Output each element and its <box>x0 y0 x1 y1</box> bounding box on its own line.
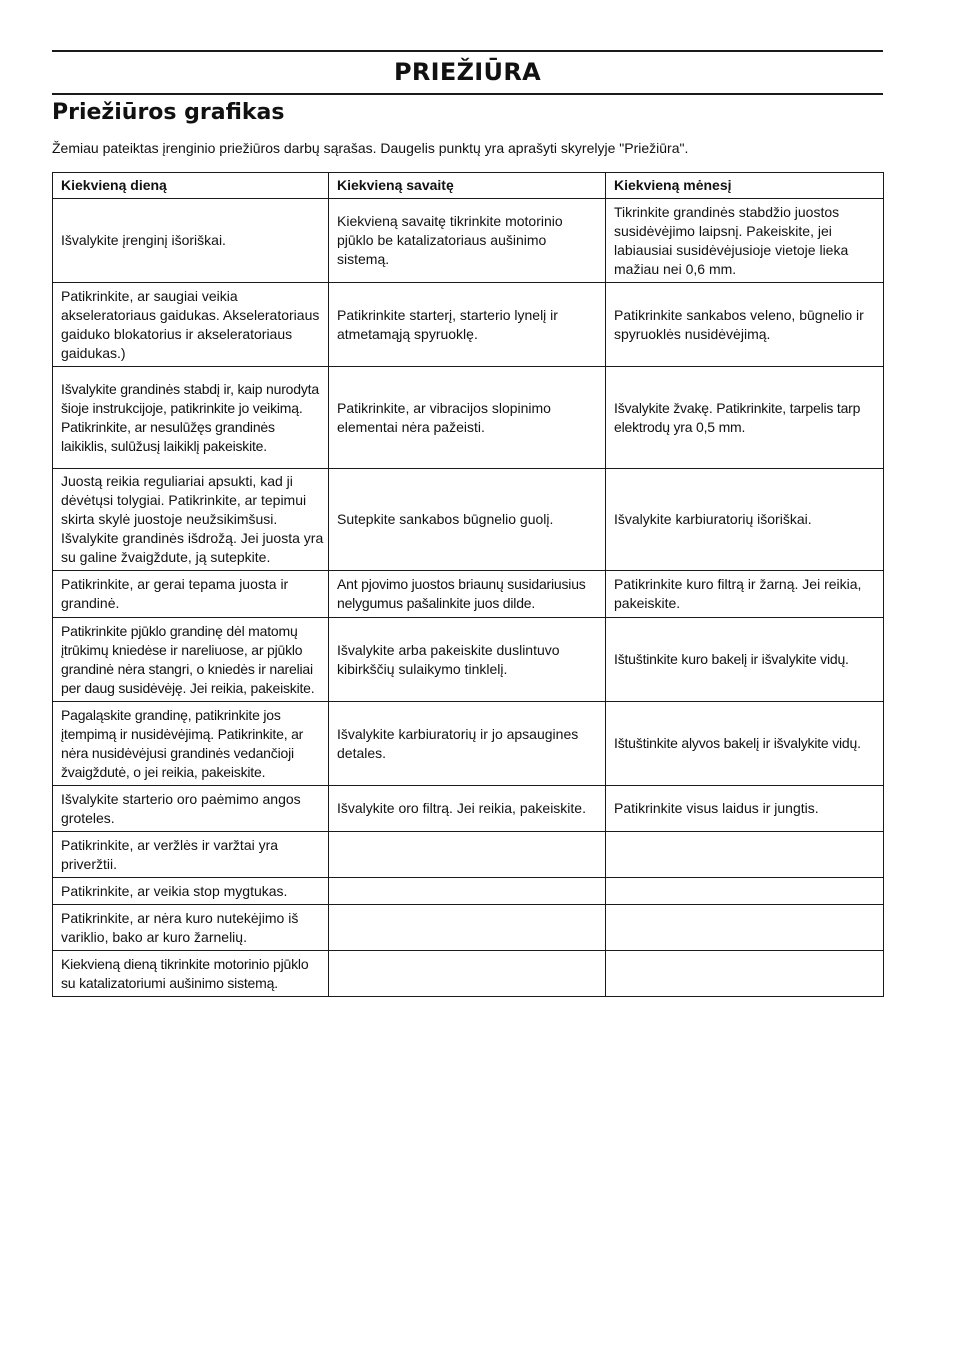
table-row <box>53 951 884 997</box>
cell-daily: Kiekvieną dieną tikrinkite motorinio pjūklo su katalizatoriumi aušinimo sistemą. <box>53 951 329 997</box>
cell-daily: Išvalykite starterio oro paėmimo angos groteles. <box>53 786 329 832</box>
table-row <box>53 571 884 618</box>
header-monthly: Kiekvieną mėnesį <box>606 173 884 199</box>
cell-daily: Patikrinkite, ar veržlės ir varžtai yra priveržtii. <box>53 832 329 878</box>
cell-daily: Pagaląskite grandinę, patikrinkite jos įtempimą ir nusidėvėjimą. Patikrinkite, ar nėra nusidėvėjusi grandinės vedančioji žvaigždutė, o jei reikia, pakeiskite. <box>53 702 329 786</box>
cell-weekly <box>329 832 606 878</box>
cell-monthly <box>606 878 884 905</box>
cell-daily: Išvalykite grandinės stabdį ir, kaip nurodyta šioje instrukcijoje, patikrinkite jo veikimą. Patikrinkite, ar nesulūžęs grandinės laikiklis, sulūžusį laikiklį pakeiskite. <box>53 367 329 469</box>
header-daily: Kiekvieną dieną <box>53 173 329 199</box>
header-weekly: Kiekvieną savaitę <box>329 173 606 199</box>
cell-monthly <box>606 905 884 951</box>
intro-text: Žemiau pateiktas įrenginio priežiūros darbų sąrašas. Daugelis punktų yra aprašyti skyrelyje "Priežiūra". <box>52 140 689 156</box>
cell-weekly <box>329 951 606 997</box>
table-header-row <box>53 173 884 199</box>
table-row <box>53 367 884 469</box>
title-underline <box>52 93 883 95</box>
cell-weekly <box>329 878 606 905</box>
cell-weekly: Sutepkite sankabos būgnelio guolį. <box>329 469 606 571</box>
cell-daily: Išvalykite įrenginį išoriškai. <box>53 199 329 283</box>
cell-monthly: Ištuštinkite alyvos bakelį ir išvalykite vidų. <box>606 702 884 786</box>
cell-weekly: Kiekvieną savaitę tikrinkite motorinio pjūklo be katalizatoriaus aušinimo sistemą. <box>329 199 606 283</box>
section-title: PRIEŽIŪRA <box>394 58 541 86</box>
cell-monthly <box>606 832 884 878</box>
cell-monthly: Patikrinkite kuro filtrą ir žarną. Jei reikia, pakeiskite. <box>606 571 884 618</box>
cell-monthly: Patikrinkite visus laidus ir jungtis. <box>606 786 884 832</box>
table-row <box>53 702 884 786</box>
cell-weekly: Išvalykite karbiuratorių ir jo apsaugines detales. <box>329 702 606 786</box>
cell-daily: Patikrinkite, ar veikia stop mygtukas. <box>53 878 329 905</box>
top-rule <box>52 50 883 52</box>
cell-monthly: Tikrinkite grandinės stabdžio juostos susidėvėjimo laipsnį. Pakeiskite, jei labiausiai susidėvėjusioje vietoje lieka mažiau nei 0,6 mm. <box>606 199 884 283</box>
subsection-title: Priežiūros grafikas <box>52 100 285 125</box>
table-row <box>53 878 884 905</box>
table-row <box>53 832 884 878</box>
cell-monthly <box>606 951 884 997</box>
cell-weekly: Ant pjovimo juostos briaunų susidariusius nelygumus pašalinkite juos dilde. <box>329 571 606 618</box>
maintenance-schedule-table <box>52 172 884 997</box>
cell-monthly: Išvalykite karbiuratorių išoriškai. <box>606 469 884 571</box>
cell-weekly: Išvalykite arba pakeiskite duslintuvo kibirkščių sulaikymo tinklelį. <box>329 618 606 702</box>
cell-weekly: Patikrinkite, ar vibracijos slopinimo elementai nėra pažeisti. <box>329 367 606 469</box>
cell-weekly: Patikrinkite starterį, starterio lynelį ir atmetamąją spyruoklę. <box>329 283 606 367</box>
cell-daily: Patikrinkite pjūklo grandinę dėl matomų įtrūkimų kniedėse ir nareliuose, ar pjūklo grandinė nėra stangri, o kniedės ir nareliai per daug susidėvėję. Jei reikia, pakeiskite. <box>53 618 329 702</box>
cell-monthly: Ištuštinkite kuro bakelį ir išvalykite vidų. <box>606 618 884 702</box>
table-row <box>53 199 884 283</box>
cell-monthly: Išvalykite žvakę. Patikrinkite, tarpelis tarp elektrodų yra 0,5 mm. <box>606 367 884 469</box>
cell-daily: Patikrinkite, ar nėra kuro nutekėjimo iš variklio, bako ar kuro žarnelių. <box>53 905 329 951</box>
cell-monthly: Patikrinkite sankabos veleno, būgnelio ir spyruoklės nusidėvėjimą. <box>606 283 884 367</box>
table-row <box>53 469 884 571</box>
table-row <box>53 618 884 702</box>
table-row <box>53 786 884 832</box>
cell-daily: Juostą reikia reguliariai apsukti, kad ji dėvėtųsi tolygiai. Patikrinkite, ar tepimui skirta skylė juostoje neužsikimšusi. Išvalykite grandinės išdrožą. Jei juosta yra su galine žvaigždute, ją sutepkite. <box>53 469 329 571</box>
cell-daily: Patikrinkite, ar saugiai veikia akseleratoriaus gaidukas. Akseleratoriaus gaiduko blokatorius ir akseleratoriaus gaidukas.) <box>53 283 329 367</box>
table-row <box>53 283 884 367</box>
table-row <box>53 905 884 951</box>
cell-daily: Patikrinkite, ar gerai tepama juosta ir grandinė. <box>53 571 329 618</box>
cell-weekly: Išvalykite oro filtrą. Jei reikia, pakeiskite. <box>329 786 606 832</box>
cell-weekly <box>329 905 606 951</box>
